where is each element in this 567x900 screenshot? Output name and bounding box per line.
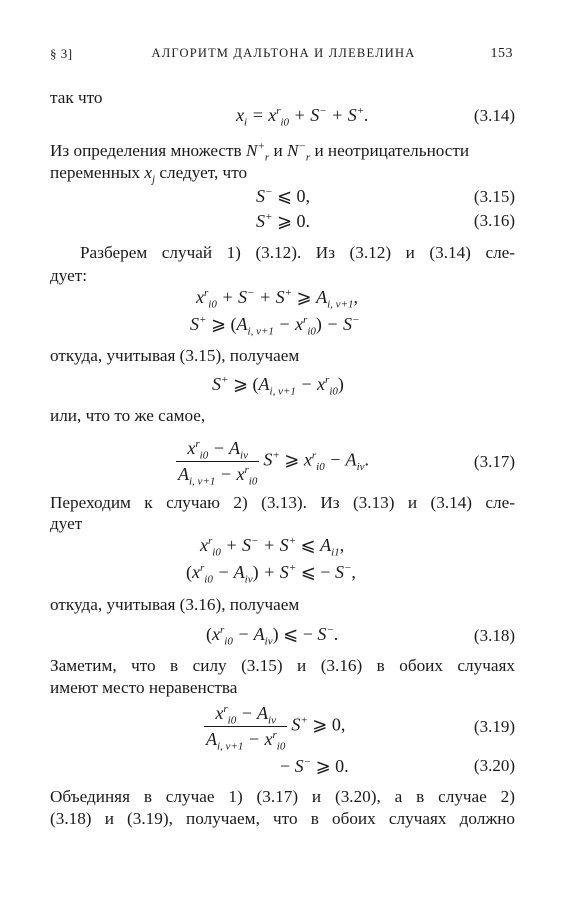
text-line: Из определения множеств $N^+_r$ и $N^-_r$ и неотрицательности [50, 140, 470, 164]
text-line: или, что то же самое, [50, 406, 206, 425]
equation-number: (3.19) [473, 717, 515, 736]
equation-inline: $(x^r_{i0} - A_{i\nu}) + S^+$ ⩽ − S−, [186, 562, 356, 586]
equation-inline: S+ ⩾ $(A_{i, \nu+1} - x^r_{i0})$ [212, 374, 344, 398]
text-fragment: и неотрицательности [314, 141, 470, 160]
text-line: Заметим, что в силу (3.15) и (3.16) в обоих случаях [50, 656, 515, 675]
equation-3-14: $x_i = x^r_{i0} + S^- + S^+$. [236, 105, 369, 129]
equation-3-15: S− ⩽ 0, [256, 186, 311, 206]
equation-inline: $x^r_{i0} + S^- + S^+$ ⩾ $A_{i, \nu+1}$, [196, 287, 358, 311]
equation-3-20: − S− ⩾ 0. [280, 756, 349, 776]
text-fragment: переменных [50, 163, 141, 182]
text-line: откуда, учитывая (3.15), получаем [50, 346, 300, 365]
text-line: откуда, учитывая (3.16), получаем [50, 595, 300, 614]
equation-3-19: $\frac{x^r_{i0} - A_{i\nu}}{A_{i, \nu+1} - x^r_{i0}}$ S+ ⩾ 0, [206, 703, 346, 753]
equation-number: (3.14) [473, 106, 515, 125]
equation-number: (3.16) [473, 211, 515, 230]
text-line: так что [50, 88, 103, 107]
equation-number: (3.17) [473, 452, 515, 471]
equation-number: (3.15) [473, 187, 515, 206]
text-fragment: следует, что [159, 163, 248, 182]
equation-inline: $x^r_{i0} + S^- + S^+$ ⩽ $A_{i1}$, [200, 535, 345, 559]
text-line: дует: [50, 266, 88, 285]
text-line: Переходим к случаю 2) (3.13). Из (3.13) и (3.14) сле- [50, 493, 515, 512]
equation-inline: S+ ⩾ $(A_{i, \nu+1} - x^r_{i0}) - S^-$ [190, 314, 360, 338]
text-line: дует [50, 514, 83, 533]
text-line: Объединяя в случае 1) (3.17) и (3.20), а в случае 2) [50, 787, 515, 806]
text-line: имеют место неравенства [50, 678, 238, 697]
text-line: (3.18) и (3.19), получаем, что в обоих случаях должно [50, 809, 515, 828]
text-fragment: и [273, 141, 283, 160]
section-marker: § 3] [50, 46, 73, 61]
equation-number: (3.20) [473, 756, 515, 775]
text-line: Разберем случай 1) (3.12). Из (3.12) и (3.14) сле- [80, 243, 515, 262]
equation-number: (3.18) [473, 626, 515, 645]
running-title: АЛГОРИТМ ДАЛЬТОНА И ЛЛЕВЕЛИНА [151, 46, 416, 60]
equation-3-17: $\frac{x^r_{i0} - A_{i\nu}}{A_{i, \nu+1} - x^r_{i0}}$ S+ ⩾ $x^r_{i0} - A_{i\nu}$. [178, 438, 370, 488]
text-line: переменных $x_j$ следует, что [50, 163, 248, 186]
equation-3-18: $(x^r_{i0} - A_{i\nu})$ ⩽ − S−. [206, 624, 339, 648]
equation-3-16: S+ ⩾ 0. [256, 211, 311, 231]
page-number: 153 [490, 46, 513, 61]
text-fragment: Из определения множеств [50, 141, 242, 160]
